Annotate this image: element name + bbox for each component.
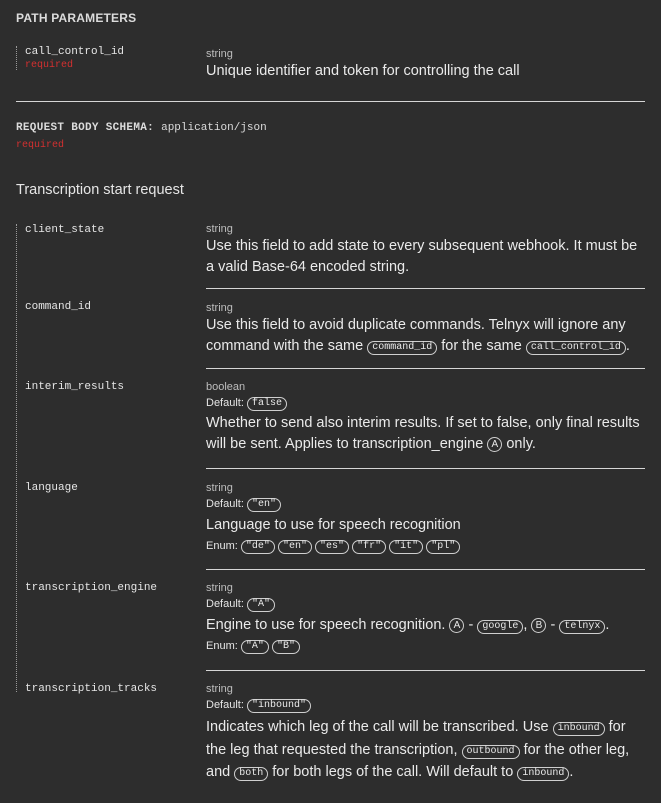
default-pill: false bbox=[247, 397, 287, 411]
enum-list: Enum: "de" "en" "es" "fr" "it" "pl" bbox=[206, 537, 642, 555]
field-row-language bbox=[16, 481, 645, 561]
default-value: Default: "en" bbox=[206, 496, 642, 513]
default-pill: "inbound" bbox=[247, 699, 311, 713]
required-badge: required bbox=[25, 60, 74, 71]
section-divider bbox=[16, 101, 645, 102]
enum-pill: "pl" bbox=[426, 540, 460, 554]
field-description: Language to use for speech recognition bbox=[206, 517, 461, 533]
field-name: language bbox=[25, 482, 78, 494]
field-description: Indicates which leg of the call will be transcribed. Use inbound for the leg that requested the transcription, outbound for the other leg, and both for both legs of the call. Will default to inbound . bbox=[206, 719, 630, 780]
field-description: Use this field to avoid duplicate commands. Telnyx will ignore any command with the same command_id for the same call_control_id . bbox=[206, 317, 630, 354]
engine-a-badge: A bbox=[487, 437, 502, 452]
request-body-label: REQUEST BODY SCHEMA: bbox=[16, 122, 155, 134]
engine-a-badge: A bbox=[449, 618, 464, 633]
field-name: client_state bbox=[25, 224, 105, 236]
path-parameters-title: PATH PARAMETERS bbox=[16, 11, 137, 25]
engine-b-badge: B bbox=[531, 618, 546, 633]
default-value: Default: "A" bbox=[206, 596, 642, 613]
code-pill: both bbox=[234, 767, 268, 781]
field-name: command_id bbox=[25, 301, 92, 313]
field-type: string bbox=[206, 582, 233, 594]
default-value: Default: "inbound" bbox=[206, 697, 642, 714]
field-row-command-id bbox=[16, 300, 645, 360]
enum-pill: "es" bbox=[315, 540, 349, 554]
field-type: string bbox=[206, 302, 233, 314]
param-type: string bbox=[206, 48, 233, 60]
code-pill: outbound bbox=[462, 745, 520, 759]
field-row-transcription-engine bbox=[16, 581, 645, 661]
field-name: transcription_tracks bbox=[25, 683, 158, 695]
field-type: string bbox=[206, 223, 233, 235]
enum-pill: "B" bbox=[272, 640, 300, 654]
enum-list: Enum: "A" "B" bbox=[206, 637, 642, 655]
field-description: Whether to send also interim results. If set to false, only final results will be sent. Applies to transcription_engine A only. bbox=[206, 415, 640, 452]
default-pill: "A" bbox=[247, 598, 275, 612]
field-divider bbox=[206, 670, 645, 671]
request-body-required: required bbox=[16, 140, 65, 151]
field-name: transcription_engine bbox=[25, 582, 158, 594]
enum-pill: "A" bbox=[241, 640, 269, 654]
request-body-schema-title bbox=[16, 121, 267, 134]
field-divider bbox=[206, 288, 645, 289]
field-row-interim-results bbox=[16, 380, 645, 460]
param-row-call-control-id bbox=[16, 46, 645, 86]
enum-pill: "it" bbox=[389, 540, 423, 554]
field-divider bbox=[206, 368, 645, 369]
field-row-transcription-tracks bbox=[16, 682, 645, 792]
content-type: application/json bbox=[161, 122, 267, 134]
enum-pill: "fr" bbox=[352, 540, 386, 554]
field-type: string bbox=[206, 482, 233, 494]
code-pill: telnyx bbox=[559, 620, 605, 634]
code-pill: command_id bbox=[367, 341, 437, 355]
code-pill: google bbox=[477, 620, 523, 634]
field-name: interim_results bbox=[25, 381, 125, 393]
param-name: call_control_id bbox=[25, 46, 125, 58]
field-divider bbox=[206, 468, 645, 469]
enum-pill: "de" bbox=[241, 540, 275, 554]
field-type: boolean bbox=[206, 381, 246, 393]
code-pill: inbound bbox=[517, 767, 569, 781]
code-pill: call_control_id bbox=[526, 341, 626, 355]
field-divider bbox=[206, 569, 645, 570]
field-row-client-state bbox=[16, 223, 645, 283]
default-pill: "en" bbox=[247, 498, 281, 512]
field-description: Use this field to add state to every subsequent webhook. It must be a valid Base-64 encoded string. bbox=[206, 238, 638, 275]
enum-pill: "en" bbox=[278, 540, 312, 554]
schema-title: Transcription start request bbox=[16, 182, 184, 198]
default-value: Default: false bbox=[206, 395, 642, 412]
param-description: Unique identifier and token for controlling the call bbox=[206, 63, 520, 79]
code-pill: inbound bbox=[553, 722, 605, 736]
field-description: Engine to use for speech recognition. A - google , B - telnyx . bbox=[206, 617, 610, 633]
field-type: string bbox=[206, 683, 233, 695]
